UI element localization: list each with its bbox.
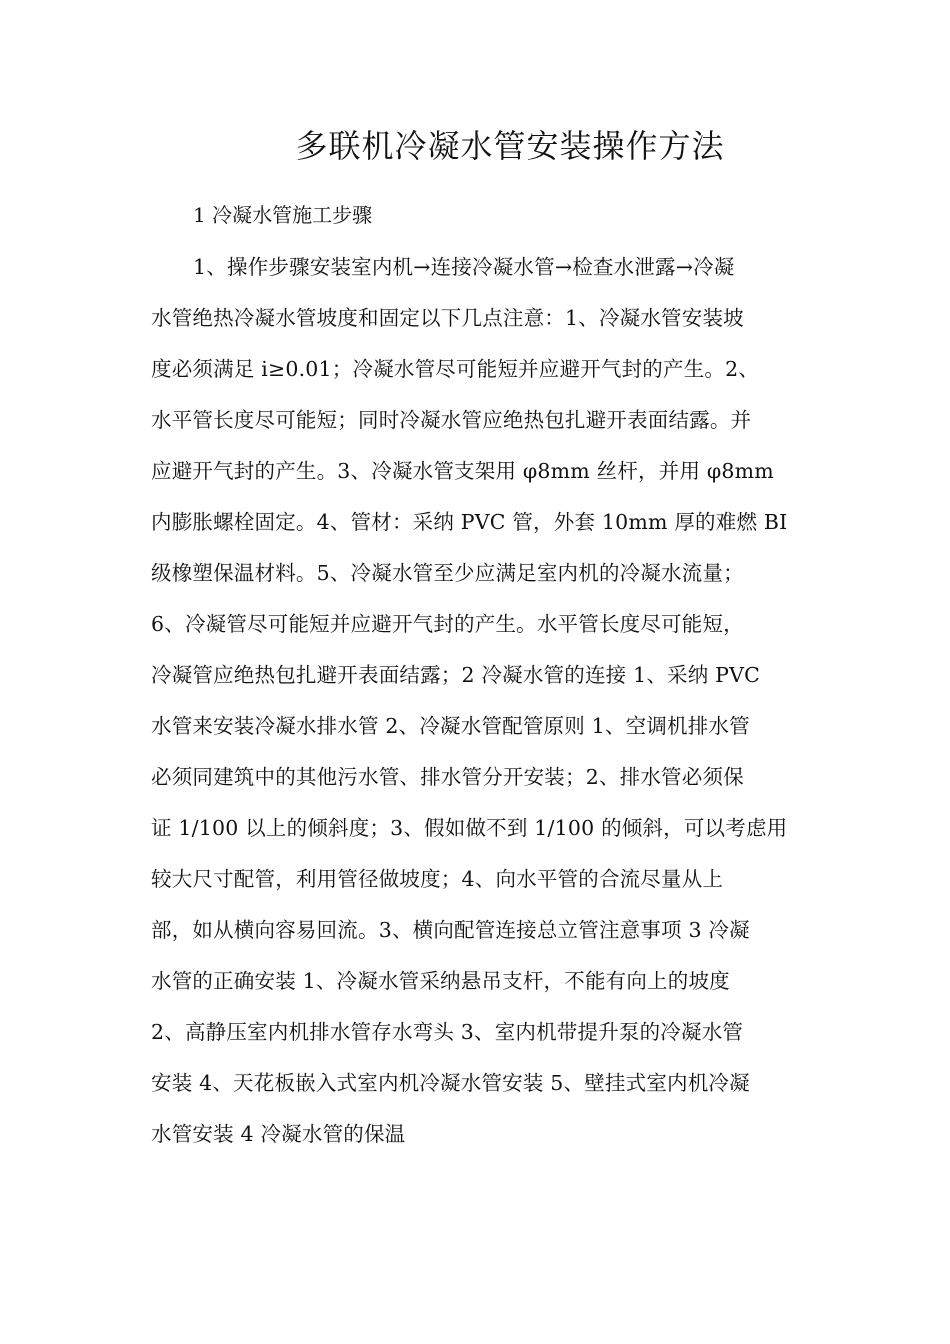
body-line: 水管的正确安装 1、冷凝水管采纳悬吊支杆，不能有向上的坡度 [151, 969, 730, 993]
section-heading: 1 冷凝水管施工步骤 [193, 203, 373, 227]
body-line: 1、操作步骤安装室内机→连接冷凝水管→检查水泄露→冷凝 [193, 255, 735, 279]
body-line: 冷凝管应绝热包扎避开表面结露；2 冷凝水管的连接 1、采纳 PVC [151, 663, 761, 687]
body-line: 较大尺寸配管，利用管径做坡度；4、向水平管的合流尽量从上 [151, 867, 724, 891]
body-line: 水管来安装冷凝水排水管 2、冷凝水管配管原则 1、空调机排水管 [151, 714, 750, 738]
body-line: 内膨胀螺栓固定。4、管材：采纳 PVC 管，外套 10mm 厚的难燃 BI [151, 510, 788, 534]
body-line: 必须同建筑中的其他污水管、排水管分开安装；2、排水管必须保 [151, 765, 744, 789]
body-line: 水管绝热冷凝水管坡度和固定以下几点注意：1、冷凝水管安装坡 [151, 306, 744, 330]
body-line: 证 1/100 以上的倾斜度；3、假如做不到 1/100 的倾斜，可以考虑用 [151, 816, 788, 840]
body-line: 水平管长度尽可能短；同时冷凝水管应绝热包扎避开表面结露。并 [151, 408, 752, 432]
body-line: 度必须满足 i≥0.01；冷凝水管尽可能短并应避开气封的产生。2、 [151, 357, 760, 381]
body-line: 水管安装 4 冷凝水管的保温 [151, 1122, 406, 1146]
document-title: 多联机冷凝水管安装操作方法 [295, 127, 725, 165]
body-line: 应避开气封的产生。3、冷凝水管支架用 φ8mm 丝杆，并用 φ8mm [151, 459, 774, 483]
body-line: 安装 4、天花板嵌入式室内机冷凝水管安装 5、壁挂式室内机冷凝 [151, 1071, 750, 1095]
body-line: 部，如从横向容易回流。3、横向配管连接总立管注意事项 3 冷凝 [151, 918, 750, 942]
body-line: 2、高静压室内机排水管存水弯头 3、室内机带提升泵的冷凝水管 [151, 1020, 744, 1044]
body-line: 6、冷凝管尽可能短并应避开气封的产生。水平管长度尽可能短， [151, 612, 744, 636]
body-line: 级橡塑保温材料。5、冷凝水管至少应满足室内机的冷凝水流量； [151, 561, 744, 585]
